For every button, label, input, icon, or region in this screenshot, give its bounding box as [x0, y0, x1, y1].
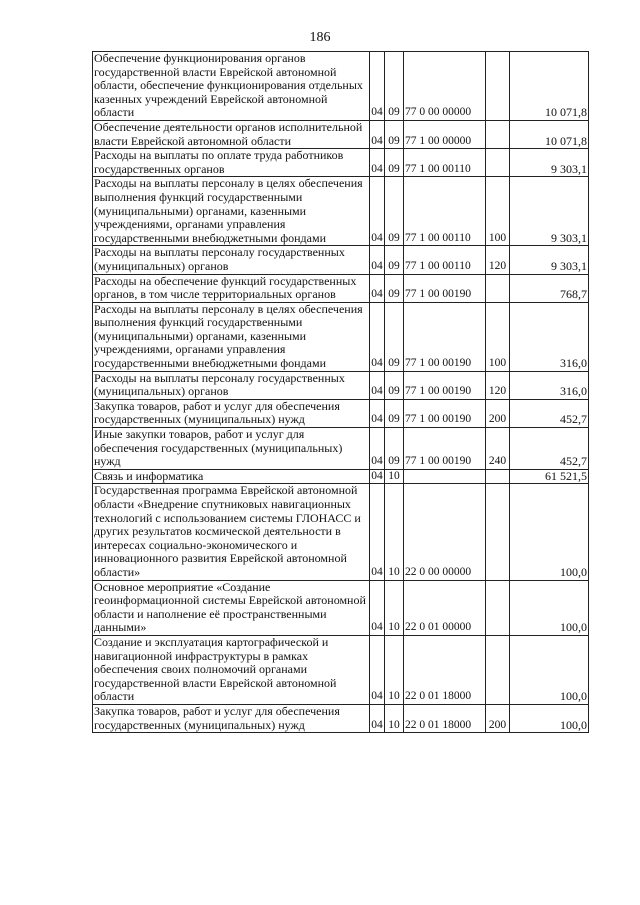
row-name: Государственная программа Еврейской автономной области «Внедрение спутниковых навигационных технологий с использованием системы ГЛОНАСС и других результатов космической деятельности в интересах социально-экономического и инновационного развития Еврейской автономной области»	[93, 484, 370, 580]
row-name: Расходы на выплаты персоналу в целях обеспечения выполнения функций государственными (муниципальными) органами, казенными учреждениями, органами управления государственными внебюджетными фондами	[93, 302, 370, 371]
row-rz: 04	[370, 635, 385, 704]
budget-table-body	[93, 52, 589, 733]
row-vr	[486, 580, 510, 635]
row-name: Основное мероприятие «Создание геоинформационной системы Еврейской автономной области и наполнение её пространственными данными»	[93, 580, 370, 635]
table-row	[93, 484, 589, 580]
row-rz: 04	[370, 469, 385, 484]
row-rz: 04	[370, 177, 385, 246]
row-rz: 04	[370, 149, 385, 177]
row-vr	[486, 274, 510, 302]
row-name: Создание и эксплуатация картографической и навигационной инфраструктуры в рамках обеспечения своих полномочий органами государственной власти Еврейской автономной области	[93, 635, 370, 704]
row-target: 77 1 00 00000	[404, 120, 486, 148]
row-target: 77 1 00 00190	[404, 371, 486, 399]
row-vr: 120	[486, 371, 510, 399]
row-target: 77 1 00 00190	[404, 399, 486, 427]
row-rz: 04	[370, 120, 385, 148]
table-row	[93, 469, 589, 484]
row-pr: 10	[385, 580, 404, 635]
row-pr: 09	[385, 246, 404, 274]
row-pr: 09	[385, 52, 404, 121]
table-row	[93, 177, 589, 246]
row-pr: 09	[385, 371, 404, 399]
row-pr: 09	[385, 302, 404, 371]
row-amount: 10 071,8	[510, 52, 589, 121]
row-vr: 100	[486, 177, 510, 246]
row-amount: 316,0	[510, 302, 589, 371]
row-target: 77 1 00 00110	[404, 246, 486, 274]
row-target: 77 1 00 00190	[404, 428, 486, 470]
row-vr	[486, 149, 510, 177]
row-amount: 100,0	[510, 580, 589, 635]
row-name: Расходы на выплаты персоналу государственных (муниципальных) органов	[93, 371, 370, 399]
row-rz: 04	[370, 704, 385, 732]
row-target	[404, 469, 486, 484]
row-target: 77 1 00 00190	[404, 274, 486, 302]
row-pr: 09	[385, 274, 404, 302]
row-amount: 316,0	[510, 371, 589, 399]
row-target: 22 0 00 00000	[404, 484, 486, 580]
table-row	[93, 149, 589, 177]
row-pr: 10	[385, 484, 404, 580]
table-row	[93, 302, 589, 371]
table-row	[93, 704, 589, 732]
row-target: 77 1 00 00190	[404, 302, 486, 371]
row-vr: 200	[486, 704, 510, 732]
row-vr	[486, 635, 510, 704]
row-name: Закупка товаров, работ и услуг для обеспечения государственных (муниципальных) нужд	[93, 704, 370, 732]
row-target: 77 1 00 00110	[404, 149, 486, 177]
table-row	[93, 246, 589, 274]
row-name: Расходы на выплаты персоналу в целях обеспечения выполнения функций государственными (муниципальными) органами, казенными учреждениями, органами управления государственными внебюджетными фондами	[93, 177, 370, 246]
row-rz: 04	[370, 399, 385, 427]
row-pr: 09	[385, 149, 404, 177]
row-vr	[486, 484, 510, 580]
row-target: 22 0 01 18000	[404, 704, 486, 732]
row-amount: 61 521,5	[510, 469, 589, 484]
row-name: Связь и информатика	[93, 469, 370, 484]
row-name: Обеспечение функционирования органов государственной власти Еврейской автономной области, обеспечение функционирования отдельных казенных учреждений Еврейской автономной области	[93, 52, 370, 121]
row-name: Закупка товаров, работ и услуг для обеспечения государственных (муниципальных) нужд	[93, 399, 370, 427]
row-amount: 768,7	[510, 274, 589, 302]
row-rz: 04	[370, 52, 385, 121]
row-target: 77 1 00 00110	[404, 177, 486, 246]
row-amount: 100,0	[510, 484, 589, 580]
row-name: Расходы на выплаты по оплате труда работников государственных органов	[93, 149, 370, 177]
row-target: 77 0 00 00000	[404, 52, 486, 121]
row-amount: 10 071,8	[510, 120, 589, 148]
table-row	[93, 120, 589, 148]
row-amount: 100,0	[510, 635, 589, 704]
table-row	[93, 52, 589, 121]
row-vr	[486, 469, 510, 484]
row-name: Иные закупки товаров, работ и услуг для обеспечения государственных (муниципальных) нужд	[93, 428, 370, 470]
row-vr	[486, 120, 510, 148]
row-amount: 100,0	[510, 704, 589, 732]
row-pr: 09	[385, 399, 404, 427]
table-row	[93, 371, 589, 399]
row-target: 22 0 01 18000	[404, 635, 486, 704]
row-name: Расходы на выплаты персоналу государственных (муниципальных) органов	[93, 246, 370, 274]
row-amount: 9 303,1	[510, 246, 589, 274]
row-vr: 200	[486, 399, 510, 427]
row-rz: 04	[370, 428, 385, 470]
row-pr: 10	[385, 704, 404, 732]
row-amount: 9 303,1	[510, 177, 589, 246]
row-name: Расходы на обеспечение функций государственных органов, в том числе территориальных органов	[93, 274, 370, 302]
row-target: 22 0 01 00000	[404, 580, 486, 635]
row-amount: 452,7	[510, 428, 589, 470]
row-amount: 9 303,1	[510, 149, 589, 177]
row-rz: 04	[370, 484, 385, 580]
row-rz: 04	[370, 371, 385, 399]
row-pr: 10	[385, 469, 404, 484]
row-vr	[486, 52, 510, 121]
row-rz: 04	[370, 302, 385, 371]
row-pr: 09	[385, 120, 404, 148]
page-number: 186	[309, 30, 331, 45]
row-pr: 09	[385, 177, 404, 246]
table-row	[93, 580, 589, 635]
row-vr: 240	[486, 428, 510, 470]
row-rz: 04	[370, 246, 385, 274]
row-vr: 100	[486, 302, 510, 371]
row-name: Обеспечение деятельности органов исполнительной власти Еврейской автономной области	[93, 120, 370, 148]
row-rz: 04	[370, 274, 385, 302]
row-pr: 09	[385, 428, 404, 470]
table-row	[93, 399, 589, 427]
row-amount: 452,7	[510, 399, 589, 427]
row-vr: 120	[486, 246, 510, 274]
table-row	[93, 274, 589, 302]
row-pr: 10	[385, 635, 404, 704]
budget-table	[92, 51, 589, 733]
row-rz: 04	[370, 580, 385, 635]
table-row	[93, 635, 589, 704]
table-row	[93, 428, 589, 470]
